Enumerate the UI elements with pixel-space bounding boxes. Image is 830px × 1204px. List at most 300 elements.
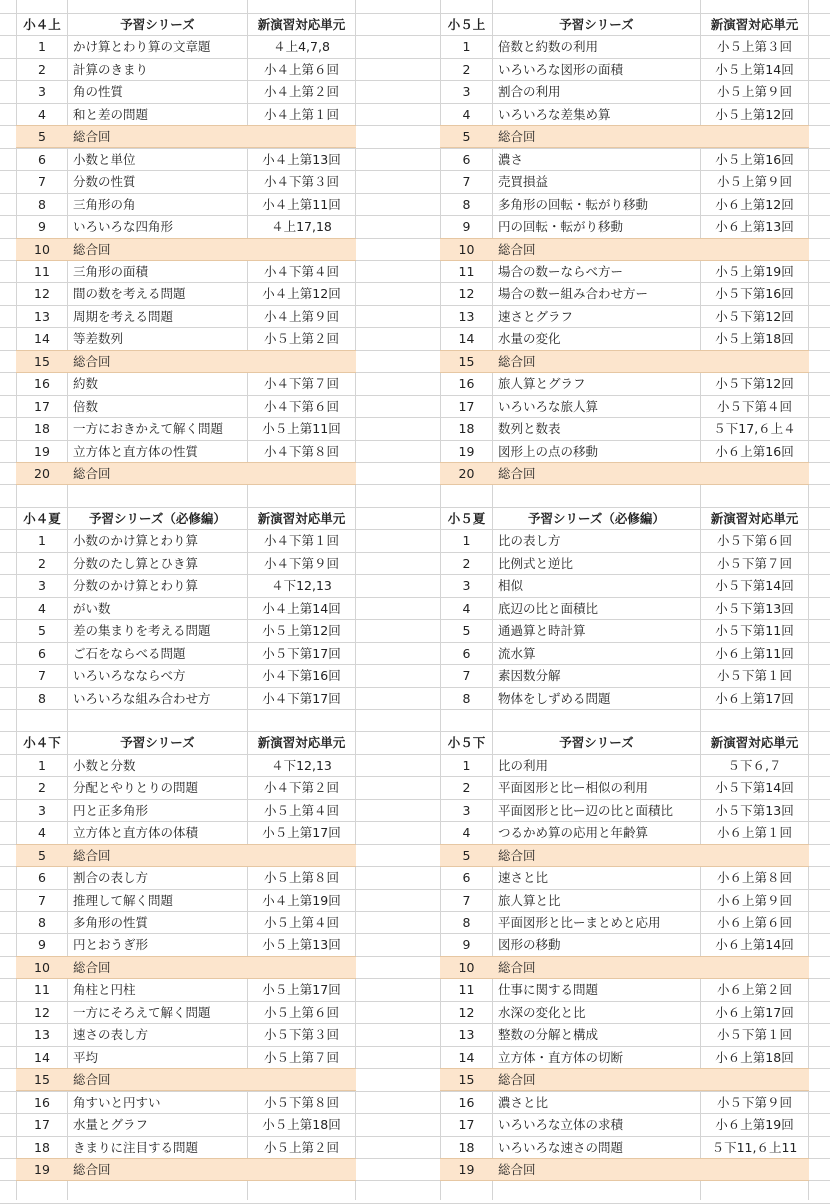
unit-cell[interactable]: ５下６,７ [727,758,782,773]
lesson-number-cell[interactable]: 6 [38,870,46,885]
unit-cell[interactable]: 小４上第14回 [262,601,341,616]
unit-cell[interactable]: 小５下第13回 [715,601,794,616]
unit-cell[interactable]: 小５下第８回 [263,1095,339,1110]
unit-cell[interactable]: 小５下第４回 [716,399,792,414]
unit-cell[interactable]: 小６上第８回 [716,870,792,885]
unit-cell[interactable] [701,126,808,147]
lesson-title-cell[interactable]: 三角形の角 [73,197,136,212]
lesson-number-cell[interactable]: 8 [38,197,46,212]
lesson-title-cell[interactable]: いろいろな差集め算 [498,107,611,122]
lesson-number-cell[interactable]: 11 [458,982,475,997]
unit-cell[interactable]: 小５下第７回 [716,556,792,571]
lesson-title-cell[interactable]: 水深の変化と比 [498,1005,586,1020]
lesson-number-cell[interactable]: 3 [38,84,46,99]
lesson-number-cell[interactable]: 7 [38,174,46,189]
unit-cell[interactable]: 小５下第17回 [262,646,341,661]
lesson-number-cell[interactable]: 20 [458,466,475,481]
unit-cell[interactable] [248,1159,355,1180]
lesson-title-cell[interactable]: 分配とやりとりの問題 [73,780,199,795]
unit-cell[interactable] [701,239,808,260]
lesson-title-cell[interactable]: 約数 [73,376,99,391]
lesson-title-cell[interactable]: 通過算と時計算 [498,623,586,638]
unit-cell[interactable] [701,1069,808,1090]
lesson-title-cell[interactable]: 小数と分数 [73,758,136,773]
unit-cell[interactable]: 小５下第14回 [715,578,794,593]
lesson-title-cell[interactable]: 小数のかけ算とわり算 [73,533,199,548]
lesson-title-cell[interactable]: 仕事に関する問題 [498,982,599,997]
unit-cell[interactable]: 小５下第９回 [716,1095,792,1110]
unit-cell[interactable] [701,957,808,978]
unit-cell[interactable]: 小５上第３回 [716,39,792,54]
unit-cell[interactable] [248,845,355,866]
lesson-number-cell[interactable]: 8 [462,915,471,930]
unit-cell[interactable]: 小５下第１回 [716,1027,792,1042]
lesson-title-cell[interactable]: 角柱と円柱 [73,982,136,997]
unit-cell[interactable] [701,351,808,372]
unit-cell[interactable]: 小４下第６回 [263,399,339,414]
lesson-title-cell[interactable]: 立方体と直方体の性質 [73,444,199,459]
lesson-title-cell[interactable]: 総合回 [73,242,111,257]
lesson-title-cell[interactable]: 平面図形と比ーまとめと応用 [498,915,661,930]
lesson-title-cell[interactable]: 濃さと比 [498,1095,549,1110]
unit-cell[interactable]: 小５上第２回 [263,1140,339,1155]
lesson-title-cell[interactable]: 分数の性質 [73,174,136,189]
column-header-unit: 新演習対応単元 [710,735,799,750]
lesson-number-cell[interactable]: 5 [38,129,46,144]
unit-cell[interactable]: 小４下第４回 [263,264,339,279]
unit-cell[interactable]: 小６上第１回 [716,825,792,840]
lesson-title-cell[interactable]: 和と差の問題 [73,107,149,122]
lesson-number-cell[interactable]: 16 [458,376,475,391]
lesson-title-cell[interactable]: 比の表し方 [498,533,561,548]
unit-cell[interactable]: 小６上第13回 [715,219,794,234]
lesson-number-cell[interactable]: 3 [462,578,471,593]
table-row [0,777,830,800]
lesson-number-cell[interactable]: 19 [458,1162,475,1177]
lesson-number-cell[interactable]: 16 [34,1095,50,1110]
lesson-title-cell[interactable]: 総合回 [498,848,536,863]
unit-cell[interactable]: ５下11,６上11 [711,1140,798,1155]
lesson-title-cell[interactable]: 図形の移動 [498,937,561,952]
unit-cell[interactable]: 小５上第４回 [263,915,339,930]
lesson-title-cell[interactable]: 整数の分解と構成 [498,1027,599,1042]
lesson-title-cell[interactable]: 分数のたし算とひき算 [73,556,199,571]
lesson-title-cell[interactable]: 総合回 [498,242,536,257]
unit-cell[interactable]: 小４上第２回 [263,84,339,99]
lesson-title-cell[interactable]: 総合回 [498,354,536,369]
lesson-title-cell[interactable]: 一方にそろえて解く問題 [73,1005,211,1020]
lesson-number-cell[interactable]: 4 [38,107,46,122]
unit-cell[interactable]: 小４上第６回 [263,62,339,77]
lesson-number-cell[interactable]: 2 [462,556,471,571]
lesson-number-cell[interactable]: 19 [34,1162,50,1177]
lesson-number-cell[interactable]: 9 [38,219,46,234]
lesson-number-cell[interactable]: 14 [34,1050,50,1065]
unit-cell[interactable]: 小４上第９回 [263,309,339,324]
lesson-title-cell[interactable]: 倍数と約数の利用 [498,39,599,54]
lesson-number-cell[interactable]: 15 [34,354,50,369]
lesson-number-cell[interactable]: 20 [34,466,50,481]
lesson-number-cell[interactable]: 5 [462,623,471,638]
unit-cell[interactable]: 小５下第12回 [715,376,794,391]
unit-cell[interactable]: 小５上第９回 [716,174,792,189]
lesson-number-cell[interactable]: 1 [462,758,471,773]
lesson-number-cell[interactable]: 11 [34,982,50,997]
unit-cell[interactable] [248,126,355,147]
lesson-title-cell[interactable]: 円とおうぎ形 [73,937,149,952]
lesson-number-cell[interactable]: 7 [38,893,46,908]
lesson-title-cell[interactable]: 総合回 [73,848,111,863]
lesson-number-cell[interactable]: 10 [458,242,475,257]
lesson-number-cell[interactable]: 11 [34,264,50,279]
lesson-title-cell[interactable]: 総合回 [498,466,536,481]
lesson-title-cell[interactable]: 図形上の点の移動 [498,444,599,459]
lesson-title-cell[interactable]: 底辺の比と面積比 [498,601,599,616]
lesson-title-cell[interactable]: 三角形の面積 [73,264,149,279]
lesson-number-cell[interactable]: 7 [38,668,46,683]
lesson-number-cell[interactable]: 18 [34,421,50,436]
lesson-title-cell[interactable]: 総合回 [498,129,536,144]
lesson-title-cell[interactable]: 総合回 [73,960,111,975]
lesson-number-cell[interactable]: 14 [458,331,475,346]
table-row [0,1114,830,1137]
lesson-title-cell[interactable]: 間の数を考える問題 [73,286,186,301]
lesson-number-cell[interactable]: 17 [34,399,50,414]
lesson-title-cell[interactable]: 水量の変化 [498,331,561,346]
lesson-title-cell[interactable]: 総合回 [73,1162,111,1177]
lesson-number-cell[interactable]: 17 [458,399,475,414]
table-row [0,126,830,149]
lesson-title-cell[interactable]: 旅人算と比 [498,893,561,908]
lesson-title-cell[interactable]: いろいろな組み合わせ方 [73,691,211,706]
lesson-number-cell[interactable]: 3 [462,84,471,99]
lesson-number-cell[interactable]: 9 [38,937,46,952]
unit-cell[interactable]: 小５上第17回 [262,982,341,997]
unit-cell[interactable]: 小６上第12回 [715,197,794,212]
lesson-title-cell[interactable]: がい数 [73,601,111,616]
lesson-title-cell[interactable]: 割合の表し方 [73,870,149,885]
unit-cell[interactable]: 小５上第19回 [715,264,794,279]
lesson-title-cell[interactable]: ご石をならべる問題 [73,646,186,661]
lesson-number-cell[interactable]: 4 [462,825,471,840]
unit-cell[interactable]: 小６上第９回 [716,893,792,908]
lesson-number-cell[interactable]: 3 [38,803,46,818]
lesson-title-cell[interactable]: 角の性質 [73,84,124,99]
lesson-title-cell[interactable]: 比の利用 [498,758,549,773]
lesson-number-cell[interactable]: 11 [458,264,475,279]
lesson-title-cell[interactable]: いろいろなならべ方 [73,668,186,683]
unit-cell[interactable]: 小４上第11回 [262,197,341,212]
term-header: 小４夏 [23,511,61,526]
lesson-title-cell[interactable]: 数列と数表 [498,421,561,436]
lesson-title-cell[interactable]: 小数と単位 [73,152,136,167]
lesson-number-cell[interactable]: 19 [34,444,50,459]
lesson-number-cell[interactable]: 4 [38,825,46,840]
lesson-title-cell[interactable]: 流水算 [498,646,536,661]
unit-cell[interactable]: 小５下第６回 [716,533,792,548]
lesson-title-cell[interactable]: 平均 [73,1050,99,1065]
lesson-title-cell[interactable]: 多角形の性質 [73,915,149,930]
table-row [0,688,830,710]
lesson-number-cell[interactable]: 1 [38,758,46,773]
lesson-number-cell[interactable]: 4 [462,601,471,616]
lesson-number-cell[interactable]: 10 [458,960,475,975]
unit-cell[interactable]: 小５下第14回 [715,780,794,795]
lesson-title-cell[interactable]: 立方体と直方体の体積 [73,825,199,840]
lesson-number-cell[interactable]: 2 [462,62,471,77]
unit-cell[interactable]: 小４上第19回 [262,893,341,908]
lesson-title-cell[interactable]: 差の集まりを考える問題 [73,623,211,638]
lesson-title-cell[interactable]: 物体をしずめる問題 [498,691,611,706]
lesson-title-cell[interactable]: 推理して解く問題 [73,893,174,908]
unit-cell[interactable]: 小４上第１回 [263,107,339,122]
lesson-title-cell[interactable]: 割合の利用 [498,84,561,99]
unit-cell[interactable]: 小５上第17回 [262,825,341,840]
unit-cell[interactable]: 小４下第16回 [262,668,341,683]
unit-cell[interactable]: ４下12,13 [271,578,332,593]
lesson-title-cell[interactable]: 等差数列 [73,331,124,346]
lesson-title-cell[interactable]: 立方体・直方体の切断 [498,1050,624,1065]
lesson-number-cell[interactable]: 2 [38,556,46,571]
unit-cell[interactable]: 小５下第16回 [715,286,794,301]
unit-cell[interactable]: ５下17,６上４ [713,421,796,436]
lesson-title-cell[interactable]: きまりに注目する問題 [73,1140,199,1155]
lesson-number-cell[interactable]: 13 [458,309,475,324]
lesson-title-cell[interactable]: いろいろな旅人算 [498,399,599,414]
lesson-number-cell[interactable]: 6 [462,152,471,167]
lesson-title-cell[interactable]: いろいろな立体の求積 [498,1117,624,1132]
lesson-title-cell[interactable]: 旅人算とグラフ [498,376,586,391]
unit-cell[interactable]: 小４下第17回 [262,691,341,706]
lesson-title-cell[interactable]: 平面図形と比ー辺の比と面積比 [498,803,674,818]
lesson-number-cell[interactable]: 15 [458,354,475,369]
lesson-title-cell[interactable]: いろいろな四角形 [73,219,174,234]
lesson-number-cell[interactable]: 14 [34,331,50,346]
lesson-title-cell[interactable]: 総合回 [73,466,111,481]
blank-row [0,1181,830,1204]
lesson-number-cell[interactable]: 6 [38,152,46,167]
unit-cell[interactable]: ４上17,18 [271,219,332,234]
unit-cell[interactable] [701,845,808,866]
column-header-unit: 新演習対応単元 [257,511,346,526]
column-header-unit: 新演習対応単元 [710,17,799,32]
lesson-number-cell[interactable]: 15 [458,1072,475,1087]
lesson-number-cell[interactable]: 12 [34,1005,50,1020]
lesson-number-cell[interactable]: 3 [462,803,471,818]
lesson-number-cell[interactable]: 5 [38,623,46,638]
unit-cell[interactable]: 小６上第17回 [715,691,794,706]
lesson-number-cell[interactable]: 9 [462,219,471,234]
lesson-number-cell[interactable]: 8 [462,691,471,706]
lesson-title-cell[interactable]: 一方におきかえて解く問題 [73,421,224,436]
lesson-number-cell[interactable]: 1 [38,39,46,54]
lesson-title-cell[interactable]: 平面図形と比ー相似の利用 [498,780,649,795]
lesson-number-cell[interactable]: 6 [38,646,46,661]
lesson-title-cell[interactable]: 速さと比 [498,870,549,885]
column-header-series: 予習シリーズ（必修編） [89,511,226,526]
unit-cell[interactable]: 小５上第12回 [715,107,794,122]
lesson-number-cell[interactable]: 13 [458,1027,475,1042]
lesson-number-cell[interactable]: 18 [458,1140,475,1155]
blank-row [0,485,830,508]
unit-cell[interactable]: 小５上第11回 [262,421,341,436]
table-row [0,216,830,239]
lesson-title-cell[interactable]: 売買損益 [498,174,549,189]
unit-cell[interactable]: 小５上第７回 [263,1050,339,1065]
lesson-title-cell[interactable]: 角すいと円すい [73,1095,161,1110]
lesson-number-cell[interactable]: 14 [458,1050,475,1065]
unit-cell[interactable]: 小６上第11回 [715,646,794,661]
unit-cell[interactable] [248,1069,355,1090]
unit-cell[interactable]: ４下12,13 [271,758,332,773]
lesson-number-cell[interactable]: 18 [34,1140,50,1155]
lesson-number-cell[interactable]: 7 [462,893,471,908]
lesson-title-cell[interactable]: 円と正多角形 [73,803,149,818]
lesson-number-cell[interactable]: 10 [34,242,50,257]
table-row [0,171,830,194]
lesson-number-cell[interactable]: 3 [38,578,46,593]
unit-cell[interactable]: 小５下第１回 [716,668,792,683]
lesson-title-cell[interactable]: 総合回 [73,129,111,144]
lesson-title-cell[interactable]: 水量とグラフ [73,1117,149,1132]
lesson-number-cell[interactable]: 9 [462,937,471,952]
lesson-title-cell[interactable]: いろいろな速さの問題 [498,1140,624,1155]
lesson-number-cell[interactable]: 16 [34,376,50,391]
unit-cell[interactable]: 小５下第12回 [715,309,794,324]
lesson-title-cell[interactable]: 場合の数ー組み合わせ方ー [498,286,649,301]
lesson-title-cell[interactable]: 総合回 [498,960,536,975]
unit-cell[interactable]: 小５上第９回 [716,84,792,99]
lesson-number-cell[interactable]: 10 [34,960,50,975]
lesson-title-cell[interactable]: 速さの表し方 [73,1027,149,1042]
table-row [0,598,830,620]
lesson-title-cell[interactable]: 相似 [498,578,524,593]
lesson-title-cell[interactable]: 比例式と逆比 [498,556,574,571]
column-header-series: 予習シリーズ [120,735,195,750]
unit-cell[interactable]: 小５上第18回 [262,1117,341,1132]
unit-cell[interactable]: 小６上第２回 [716,982,792,997]
unit-cell[interactable]: 小６上第16回 [715,444,794,459]
lesson-number-cell[interactable]: 2 [462,780,471,795]
lesson-number-cell[interactable]: 18 [458,421,475,436]
lesson-number-cell[interactable]: 8 [462,197,471,212]
lesson-title-cell[interactable]: 場合の数ーならべ方ー [498,264,624,279]
unit-cell[interactable]: 小６上第14回 [715,937,794,952]
unit-cell[interactable] [248,351,355,372]
table-row [0,822,830,845]
unit-cell[interactable]: 小５上第８回 [263,870,339,885]
unit-cell[interactable] [701,463,808,484]
unit-cell[interactable]: 小４下第７回 [263,376,339,391]
lesson-number-cell[interactable]: 4 [462,107,471,122]
lesson-number-cell[interactable]: 5 [462,848,471,863]
lesson-number-cell[interactable]: 6 [462,646,471,661]
unit-cell[interactable]: 小５上第13回 [262,937,341,952]
lesson-number-cell[interactable]: 5 [38,848,46,863]
lesson-number-cell[interactable]: 12 [458,1005,475,1020]
lesson-title-cell[interactable]: 多角形の回転・転がり移動 [498,197,649,212]
unit-cell[interactable]: 小４下第１回 [263,533,339,548]
unit-cell[interactable] [248,463,355,484]
lesson-title-cell[interactable]: 円の回転・転がり移動 [498,219,624,234]
lesson-title-cell[interactable]: いろいろな図形の面積 [498,62,624,77]
unit-cell[interactable]: 小４下第３回 [263,174,339,189]
lesson-title-cell[interactable]: 総合回 [73,354,111,369]
lesson-number-cell[interactable]: 7 [462,668,471,683]
unit-cell[interactable]: 小５上第12回 [262,623,341,638]
unit-cell[interactable]: 小５下第３回 [263,1027,339,1042]
unit-cell[interactable]: 小４下第２回 [263,780,339,795]
lesson-title-cell[interactable]: 速さとグラフ [498,309,574,324]
lesson-number-cell[interactable]: 13 [34,1027,50,1042]
lesson-title-cell[interactable]: 計算のきまり [73,62,149,77]
lesson-title-cell[interactable]: 倍数 [73,399,99,414]
lesson-number-cell[interactable]: 1 [462,533,471,548]
lesson-title-cell[interactable]: つるかめ算の応用と年齢算 [498,825,649,840]
unit-cell[interactable]: 小６上第６回 [716,915,792,930]
lesson-number-cell[interactable]: 13 [34,309,50,324]
table-row [0,81,830,104]
unit-cell[interactable]: 小４下第８回 [263,444,339,459]
lesson-number-cell[interactable]: 12 [34,286,50,301]
unit-cell[interactable] [248,957,355,978]
lesson-number-cell[interactable]: 1 [462,39,471,54]
lesson-title-cell[interactable]: 総合回 [73,1072,111,1087]
lesson-title-cell[interactable]: 総合回 [498,1162,536,1177]
lesson-number-cell[interactable]: 17 [34,1117,50,1132]
lesson-number-cell[interactable]: 5 [462,129,471,144]
lesson-number-cell[interactable]: 16 [458,1095,475,1110]
lesson-number-cell[interactable]: 4 [38,601,46,616]
lesson-number-cell[interactable]: 6 [462,870,471,885]
unit-cell[interactable]: 小５上第２回 [263,331,339,346]
unit-cell[interactable]: 小５上第16回 [715,152,794,167]
lesson-number-cell[interactable]: 17 [458,1117,475,1132]
unit-cell[interactable]: 小５下第11回 [715,623,794,638]
unit-cell[interactable]: 小４上第12回 [262,286,341,301]
unit-cell[interactable]: 小５上第４回 [263,803,339,818]
lesson-number-cell[interactable]: 2 [38,62,46,77]
lesson-number-cell[interactable]: 8 [38,691,46,706]
unit-cell[interactable]: 小６上第17回 [715,1005,794,1020]
lesson-number-cell[interactable]: 2 [38,780,46,795]
unit-cell[interactable]: 小４上第13回 [262,152,341,167]
unit-cell[interactable]: 小４下第９回 [263,556,339,571]
unit-cell[interactable]: 小５下第13回 [715,803,794,818]
lesson-number-cell[interactable]: 8 [38,915,46,930]
lesson-title-cell[interactable]: 総合回 [498,1072,536,1087]
unit-cell[interactable]: 小６上第19回 [715,1117,794,1132]
unit-cell[interactable]: ４上4,7,8 [273,39,330,54]
unit-cell[interactable]: 小５上第14回 [715,62,794,77]
lesson-number-cell[interactable]: 1 [38,533,46,548]
lesson-title-cell[interactable]: 素因数分解 [498,668,561,683]
table-row [0,1159,830,1181]
lesson-title-cell[interactable]: 分数のかけ算とわり算 [73,578,199,593]
unit-cell[interactable] [701,1159,808,1180]
lesson-number-cell[interactable]: 12 [458,286,475,301]
lesson-title-cell[interactable]: かけ算とわり算の文章題 [73,39,211,54]
lesson-number-cell[interactable]: 19 [458,444,475,459]
unit-cell[interactable]: 小５上第６回 [263,1005,339,1020]
lesson-title-cell[interactable]: 周期を考える問題 [73,309,174,324]
lesson-number-cell[interactable]: 15 [34,1072,50,1087]
unit-cell[interactable] [248,239,355,260]
lesson-number-cell[interactable]: 7 [462,174,471,189]
lesson-title-cell[interactable]: 濃さ [498,152,524,167]
unit-cell[interactable]: 小５上第18回 [715,331,794,346]
unit-cell[interactable]: 小６上第18回 [715,1050,794,1065]
